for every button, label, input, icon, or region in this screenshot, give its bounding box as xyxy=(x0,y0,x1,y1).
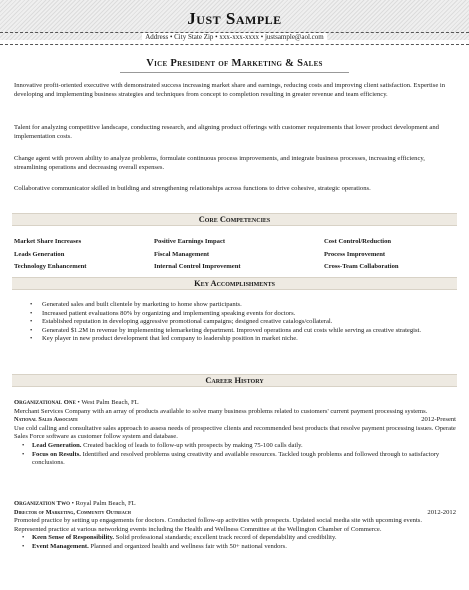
bullet-label: Lead Generation. xyxy=(32,441,82,449)
bullet-icon: • xyxy=(30,309,33,317)
bullet-icon: • xyxy=(22,441,25,449)
competency-item: Positive Earnings Impact xyxy=(154,238,226,245)
header-rule-bottom xyxy=(0,44,469,45)
title-rule xyxy=(120,72,349,73)
role-line xyxy=(14,416,456,425)
bullet-icon: • xyxy=(30,326,33,334)
competency-item: Fiscal Management xyxy=(154,250,210,258)
bullet-icon: • xyxy=(30,301,33,308)
role-bullet xyxy=(14,442,456,451)
role-summary: Promoted practice by setting up engagements for doctors. Conducted follow-up activities with prospects. Updated social media site with upcoming events. Represented practice at various networking events including the Health and Wellness Committee at the Wellington Chamber of Commerce. xyxy=(14,517,422,533)
competency-item: Cost Control/Reduction xyxy=(324,238,392,245)
competency-item: Leads Generation xyxy=(14,250,65,258)
resume-header xyxy=(0,0,469,48)
role-title: Director of Marketing, Community Outreach xyxy=(14,508,131,516)
bullet-icon: • xyxy=(30,335,33,343)
company-location: • Royal Palm Beach, FL xyxy=(71,500,136,507)
job-title: Vice President of Marketing & Sales xyxy=(146,58,323,69)
competencies-column-3 xyxy=(324,236,399,274)
role-summary: Use cold calling and consultative sales approach to assess needs of prospective clients and recommended best products that resolve payment processing issues. Operate Sales Force software as customer follow system and database. xyxy=(14,424,456,441)
summary-paragraph-3: Change agent with proven ability to analyze problems, formulate continuous process improvements, and integrate business processes, increasing efficiency, streamlining operations and decreasing overall expenses. xyxy=(14,155,425,171)
company-name: Organizational One xyxy=(14,399,76,406)
competencies-column-1 xyxy=(14,236,86,274)
accomplishments-list xyxy=(14,301,456,344)
company-line xyxy=(14,500,456,509)
role-dates: 2012-Present xyxy=(421,416,456,424)
accomplishment-item xyxy=(14,301,456,310)
bullet-icon: • xyxy=(22,534,25,542)
company-name: Organization Two xyxy=(14,500,70,507)
bullet-text: Created backlog of leads to follow-up with prospects by making 75-100 calls daily. xyxy=(81,441,303,449)
accomplishment-text: Generated sales and built clientele by marketing to home show participants. xyxy=(42,301,242,308)
role-bullet xyxy=(14,543,456,552)
company-description: Merchant Services Company with an array of products available to solve many business problems related to customers' current payment processing systems. xyxy=(14,407,428,415)
bullet-icon: • xyxy=(22,542,25,550)
contact-line xyxy=(0,33,469,41)
competency-item: Internal Control Improvement xyxy=(154,263,241,270)
role-bullet xyxy=(14,534,456,543)
role-dates: 2012-2012 xyxy=(427,508,456,516)
bullet-label: Keen Sense of Responsibility. xyxy=(32,534,115,542)
accomplishment-text: Established reputation in developing aggressive promotional campaigns; designed creative catalogs/collateral. xyxy=(42,318,333,326)
bullet-label: Event Management. xyxy=(32,542,89,550)
bullet-text: Solid professional standards; excellent track record of dependability and credibility. xyxy=(114,534,337,542)
section-heading-career: Career History xyxy=(12,374,457,387)
accomplishment-text: Key player in new product development that led company to leadership position in market niche. xyxy=(42,335,298,343)
candidate-name: Just Sample xyxy=(187,9,282,28)
bullet-label: Focus on Results. xyxy=(32,450,81,458)
summary-paragraph-2: Talent for analyzing competitive landscape, conducting research, and aligning product offerings with customer requirements that lower product development and implementation costs. xyxy=(14,124,439,140)
job-entry-1 xyxy=(14,399,456,468)
accomplishment-text: Increased patient evaluations 80% by organizing and implementing speaking events for doctors. xyxy=(42,309,296,317)
contact-text: Address • City State Zip • xxx-xxx-xxxx • justsample@aol.com xyxy=(142,33,326,41)
company-location: • West Palm Beach, FL xyxy=(77,399,139,406)
bullet-text: Identified and resolved problems using creativity and available resources. Tackled tough problems and followed through to satisfactory conclusions. xyxy=(32,450,440,467)
competency-item: Technology Enhancement xyxy=(14,263,87,270)
accomplishment-text: Generated $1.2M in revenue by implementing telemarketing department. Improved operations and cut costs while serving as creative strategist. xyxy=(42,326,422,334)
job-entry-2 xyxy=(14,500,456,552)
accomplishment-item xyxy=(14,335,456,344)
bullet-icon: • xyxy=(22,450,25,458)
role-title: National Sales Associate xyxy=(14,416,78,424)
competency-item: Process Improvement xyxy=(324,250,386,258)
company-line xyxy=(14,399,456,408)
role-line xyxy=(14,509,456,518)
section-heading-accomplishments: Key Accomplishments xyxy=(12,277,457,290)
summary-paragraph-4: Collaborative communicator skilled in building and strengthening relationships across functions to drive cohesive, strategic operations. xyxy=(14,185,371,192)
role-bullets xyxy=(14,442,456,468)
accomplishment-item xyxy=(14,310,456,319)
section-heading-competencies: Core Competencies xyxy=(12,213,457,226)
bullet-icon: • xyxy=(30,318,33,326)
competency-item: Market Share Increases xyxy=(14,238,82,245)
bullet-text: Planned and organized health and wellness fair with 50+ national vendors. xyxy=(88,542,287,550)
accomplishment-item xyxy=(14,327,456,336)
competency-item: Cross-Team Collaboration xyxy=(324,263,399,270)
role-bullet xyxy=(14,451,456,468)
competencies-column-2 xyxy=(154,236,241,274)
role-bullets xyxy=(14,534,456,551)
summary-paragraph-1: Innovative profit-oriented executive with demonstrated success increasing market share and earnings, reducing costs and improving client satisfaction. Expertise in developing and implementing business strategies and techniques from concept to completion resulting in greater revenue and team efficiency. xyxy=(14,82,446,98)
accomplishment-item xyxy=(14,318,456,327)
